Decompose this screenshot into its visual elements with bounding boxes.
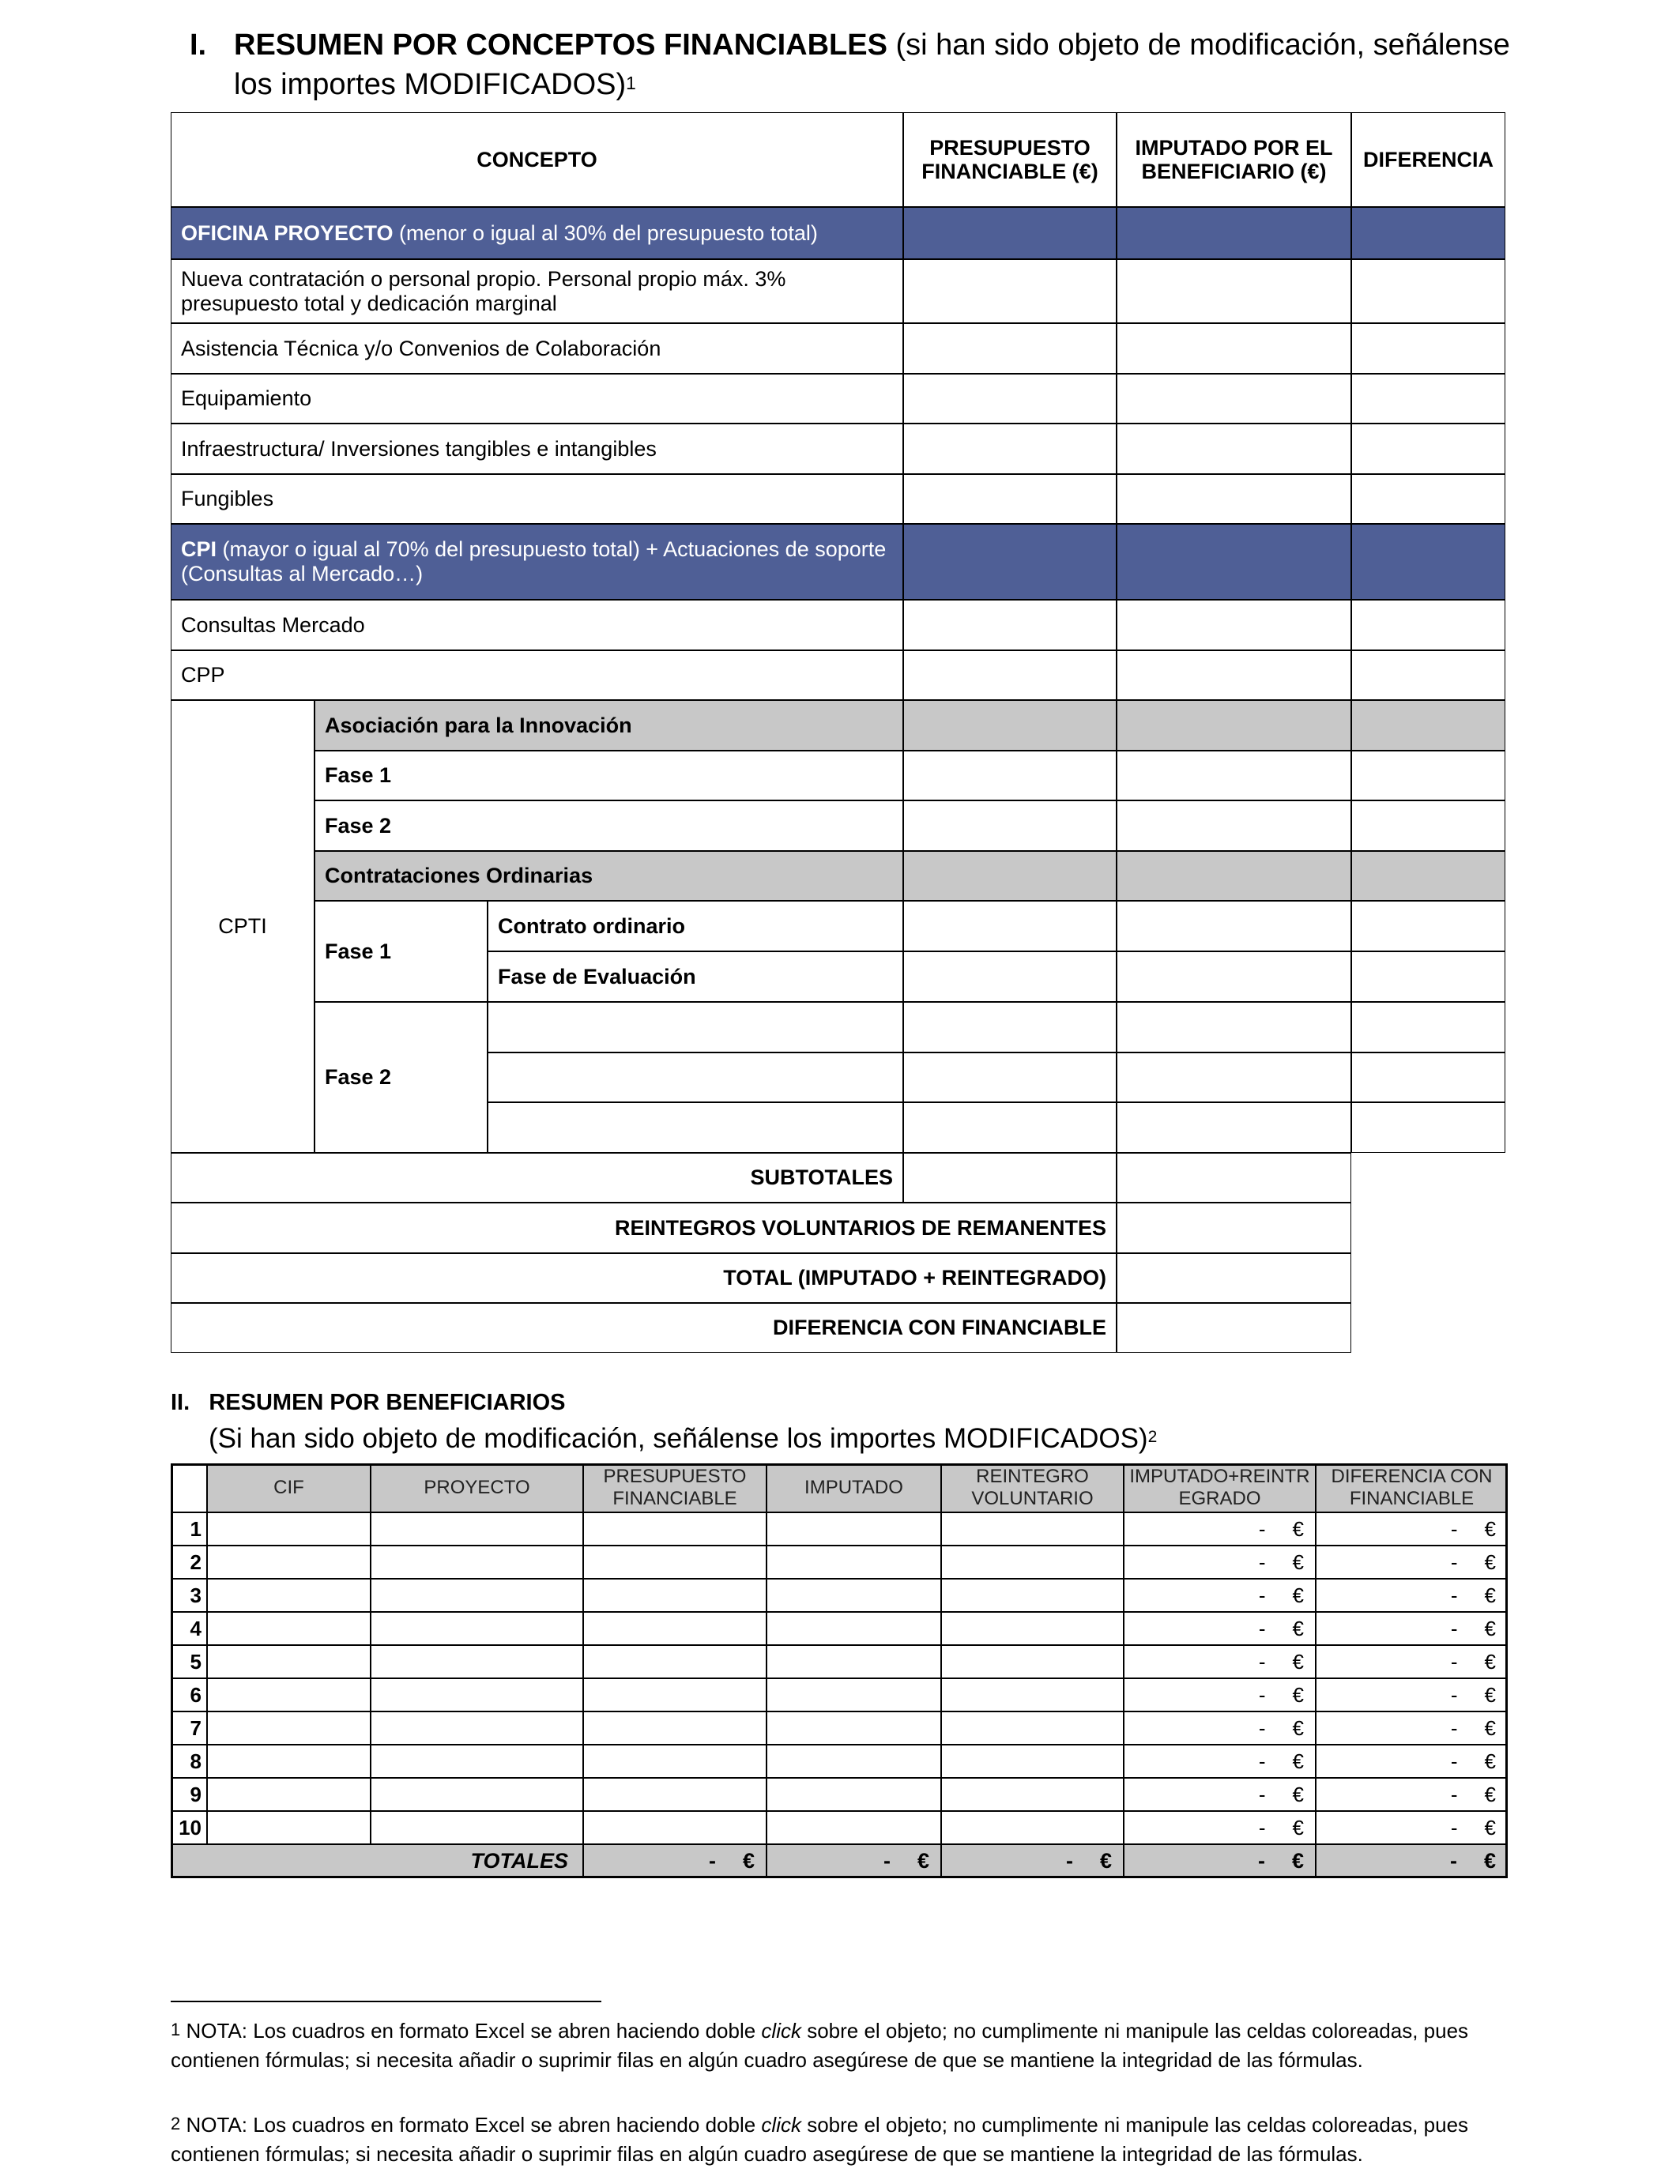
- cell-presupuesto[interactable]: [903, 600, 1117, 650]
- row-label: Fungibles: [171, 474, 903, 524]
- dash: -: [708, 1849, 716, 1873]
- cell-reintegro[interactable]: [941, 1678, 1124, 1711]
- row-number: 6: [171, 1678, 207, 1711]
- dash: -: [1258, 1517, 1266, 1541]
- cell-presupuesto[interactable]: [583, 1711, 767, 1745]
- cell-cif[interactable]: [207, 1811, 371, 1844]
- cell-diferencia: [1316, 1811, 1508, 1844]
- euro-symbol: €: [1292, 1783, 1304, 1806]
- euro-symbol: €: [1099, 1849, 1112, 1873]
- cell-diferencia[interactable]: [1351, 474, 1505, 524]
- cell-presupuesto[interactable]: [583, 1811, 767, 1844]
- cell-cif[interactable]: [207, 1579, 371, 1612]
- section-2-title-text: RESUMEN POR BENEFICIARIOS: [209, 1390, 566, 1415]
- oficina-rest: (menor o igual al 30% del presupuesto total): [393, 220, 818, 245]
- footnote-2-ref: 2: [171, 2114, 181, 2133]
- cell-reintegro[interactable]: [941, 1579, 1124, 1612]
- total-imputado: [767, 1844, 941, 1878]
- dash: -: [1450, 1716, 1458, 1740]
- footnote-2: [171, 2111, 1506, 2169]
- cell-diferencia: [1316, 1579, 1508, 1612]
- row-label: Infraestructura/ Inversiones tangibles e intangibles: [171, 424, 903, 474]
- header-proyecto: PROYECTO: [371, 1463, 583, 1512]
- header-cif: CIF: [207, 1463, 371, 1512]
- cell-subconcept[interactable]: [488, 1002, 903, 1052]
- cell-cif[interactable]: [207, 1612, 371, 1645]
- cell-imputado[interactable]: [767, 1512, 941, 1546]
- dash: -: [1258, 1816, 1266, 1839]
- cell-diferencia[interactable]: [1351, 600, 1505, 650]
- header-imputado: IMPUTADO: [767, 1463, 941, 1512]
- cell-diferencia: [1316, 1778, 1508, 1811]
- euro-symbol: €: [1484, 1683, 1496, 1707]
- section-1-title-bold: RESUMEN POR CONCEPTOS FINANCIABLES: [234, 28, 887, 62]
- cell-imputado-reintegrado: [1124, 1778, 1316, 1811]
- cell-diferencia[interactable]: [1351, 424, 1505, 474]
- cell-imputado-reintegrado: [1124, 1546, 1316, 1579]
- cell-presupuesto[interactable]: [903, 323, 1117, 374]
- cell-proyecto[interactable]: [371, 1711, 583, 1745]
- row-label: Asistencia Técnica y/o Convenios de Colaboración: [171, 323, 903, 374]
- header-diferencia: DIFERENCIA CON FINANCIABLE: [1316, 1463, 1508, 1512]
- dash: -: [1450, 1749, 1458, 1773]
- dash: -: [1065, 1849, 1073, 1873]
- cell-presupuesto[interactable]: [903, 650, 1117, 700]
- cell-proyecto[interactable]: [371, 1745, 583, 1778]
- cell-presupuesto[interactable]: [903, 800, 1117, 851]
- total-diferencia: [1316, 1844, 1508, 1878]
- euro-symbol: €: [1484, 1716, 1496, 1740]
- asociacion-fase2: Fase 2: [315, 800, 903, 851]
- cell-imputado[interactable]: [1117, 751, 1351, 800]
- cell-imputado[interactable]: [767, 1645, 941, 1678]
- footnote-1-em: click: [761, 2019, 801, 2043]
- cell-proyecto[interactable]: [371, 1612, 583, 1645]
- total-imputado-reintegrado: [1124, 1844, 1316, 1878]
- cell-presupuesto[interactable]: [903, 1052, 1117, 1102]
- euro-symbol: €: [1292, 1650, 1304, 1674]
- cell-imputado[interactable]: [767, 1579, 941, 1612]
- cell-presupuesto[interactable]: [583, 1645, 767, 1678]
- beneficiarios-table: [171, 1463, 1508, 1878]
- contrato-ordinario-label: Contrato ordinario: [488, 901, 903, 951]
- dash: -: [1450, 1783, 1458, 1806]
- cell-presupuesto[interactable]: [583, 1579, 767, 1612]
- dash: -: [1258, 1650, 1266, 1674]
- reintegros-label: REINTEGROS VOLUNTARIOS DE REMANENTES: [171, 1203, 1117, 1253]
- row-number: 7: [171, 1711, 207, 1745]
- dash: -: [1450, 1583, 1458, 1607]
- dash: -: [1258, 1583, 1266, 1607]
- cell-imputado[interactable]: [1117, 1002, 1351, 1052]
- dash: -: [1450, 1816, 1458, 1839]
- cell-blue: [903, 207, 1117, 259]
- cell-proyecto[interactable]: [371, 1778, 583, 1811]
- row-number: 2: [171, 1546, 207, 1579]
- cell-reintegro[interactable]: [941, 1546, 1124, 1579]
- euro-symbol: €: [1292, 1617, 1304, 1640]
- cell-imputado-reintegrado: [1124, 1745, 1316, 1778]
- cell-diferencia-financiable[interactable]: [1117, 1303, 1351, 1353]
- cell-grey: [1351, 851, 1505, 901]
- euro-symbol: €: [1484, 1816, 1496, 1839]
- cell-presupuesto[interactable]: [583, 1745, 767, 1778]
- cell-proyecto[interactable]: [371, 1512, 583, 1546]
- euro-symbol: €: [1292, 1716, 1304, 1740]
- cell-subconcept[interactable]: [488, 1102, 903, 1153]
- cell-reintegro[interactable]: [941, 1778, 1124, 1811]
- header-concepto: CONCEPTO: [171, 112, 903, 207]
- euro-symbol: €: [1484, 1550, 1496, 1574]
- dash: -: [1449, 1849, 1457, 1873]
- cell-imputado[interactable]: [767, 1711, 941, 1745]
- cell-total[interactable]: [1117, 1253, 1351, 1303]
- section-2-subtitle: [209, 1423, 1157, 1455]
- header-imputado: IMPUTADO POR EL BENEFICIARIO (€): [1117, 112, 1351, 207]
- cell-cif[interactable]: [207, 1778, 371, 1811]
- fase-evaluacion-label: Fase de Evaluación: [488, 951, 903, 1002]
- cell-diferencia[interactable]: [1351, 800, 1505, 851]
- cell-proyecto[interactable]: [371, 1678, 583, 1711]
- total-label: TOTAL (IMPUTADO + REINTEGRADO): [171, 1253, 1117, 1303]
- cell-subtotal-presupuesto[interactable]: [903, 1153, 1117, 1203]
- row-number: 1: [171, 1512, 207, 1546]
- cell-reintegro[interactable]: [941, 1512, 1124, 1546]
- cell-presupuesto[interactable]: [583, 1546, 767, 1579]
- cell-reintegro[interactable]: [941, 1745, 1124, 1778]
- cell-presupuesto[interactable]: [903, 751, 1117, 800]
- cell-imputado[interactable]: [1117, 650, 1351, 700]
- cell-reintegro[interactable]: [941, 1612, 1124, 1645]
- total-presupuesto: [583, 1844, 767, 1878]
- dash: -: [1258, 1550, 1266, 1574]
- cell-imputado[interactable]: [1117, 1102, 1351, 1153]
- dash: -: [1450, 1683, 1458, 1707]
- cell-grey: [903, 851, 1117, 901]
- row-number: 3: [171, 1579, 207, 1612]
- row-label: Consultas Mercado: [171, 600, 903, 650]
- totales-label: TOTALES: [171, 1844, 583, 1878]
- section-2-heading: [171, 1388, 1158, 1454]
- euro-symbol: €: [1292, 1683, 1304, 1707]
- cell-imputado[interactable]: [1117, 474, 1351, 524]
- cell-reintegro[interactable]: [941, 1811, 1124, 1844]
- cell-cif[interactable]: [207, 1678, 371, 1711]
- cell-presupuesto[interactable]: [903, 1102, 1117, 1153]
- cell-presupuesto[interactable]: [583, 1612, 767, 1645]
- cell-blue: [1117, 524, 1351, 600]
- header-presupuesto: PRESUPUESTO FINANCIABLE (€): [903, 112, 1117, 207]
- cpi-rest: (mayor o igual al 70% del presupuesto total) + Actuaciones de soporte (Consultas al Mercado…): [181, 537, 887, 586]
- cell-diferencia[interactable]: [1351, 751, 1505, 800]
- cell-imputado[interactable]: [767, 1745, 941, 1778]
- cell-presupuesto[interactable]: [903, 374, 1117, 424]
- section-1-number: I.: [190, 28, 207, 62]
- header-reintegro: REINTEGRO VOLUNTARIO: [941, 1463, 1124, 1512]
- cell-proyecto[interactable]: [371, 1579, 583, 1612]
- cell-imputado-reintegrado: [1124, 1612, 1316, 1645]
- oficina-bold: OFICINA PROYECTO: [181, 220, 394, 245]
- cell-imputado[interactable]: [1117, 1052, 1351, 1102]
- cell-cif[interactable]: [207, 1546, 371, 1579]
- cell-imputado[interactable]: [767, 1811, 941, 1844]
- row-label: CPP: [171, 650, 903, 700]
- header-presupuesto: PRESUPUESTO FINANCIABLE: [583, 1463, 767, 1512]
- cell-imputado[interactable]: [1117, 374, 1351, 424]
- cell-diferencia[interactable]: [1351, 650, 1505, 700]
- euro-symbol: €: [917, 1849, 929, 1873]
- cell-diferencia: [1316, 1546, 1508, 1579]
- cell-proyecto[interactable]: [371, 1546, 583, 1579]
- cell-presupuesto[interactable]: [583, 1678, 767, 1711]
- row-number: 10: [171, 1811, 207, 1844]
- cell-diferencia: [1316, 1612, 1508, 1645]
- euro-symbol: €: [1483, 1849, 1496, 1873]
- euro-symbol: €: [1292, 1550, 1304, 1574]
- cell-proyecto[interactable]: [371, 1811, 583, 1844]
- cell-blue: [1117, 207, 1351, 259]
- footnote-ref-2: 2: [1147, 1428, 1158, 1446]
- row-label: Equipamiento: [171, 374, 903, 424]
- euro-symbol: €: [742, 1849, 755, 1873]
- section-band-oficina: [171, 207, 903, 259]
- cell-cif[interactable]: [207, 1745, 371, 1778]
- cell-grey: [1351, 700, 1505, 751]
- cell-imputado[interactable]: [767, 1678, 941, 1711]
- euro-symbol: €: [1484, 1749, 1496, 1773]
- header-imputado-reintegrado: IMPUTADO+REINTREGRADO: [1124, 1463, 1316, 1512]
- section-1-title: [234, 25, 1546, 104]
- cell-diferencia: [1316, 1512, 1508, 1546]
- asociacion-label: Asociación para la Innovación: [315, 700, 903, 751]
- cell-imputado-reintegrado: [1124, 1711, 1316, 1745]
- cell-grey: [1117, 851, 1351, 901]
- euro-symbol: €: [1484, 1617, 1496, 1640]
- dash: -: [1450, 1617, 1458, 1640]
- cell-diferencia[interactable]: [1351, 951, 1505, 1002]
- row-label: Nueva contratación o personal propio. Personal propio máx. 3% presupuesto total y dedicación marginal: [171, 259, 903, 323]
- cell-imputado[interactable]: [767, 1612, 941, 1645]
- total-reintegro: [941, 1844, 1124, 1878]
- asociacion-fase1: Fase 1: [315, 751, 903, 800]
- cell-grey: [1117, 700, 1351, 751]
- cell-imputado-reintegrado: [1124, 1579, 1316, 1612]
- cpti-label: CPTI: [171, 700, 315, 1153]
- row-number: 5: [171, 1645, 207, 1678]
- row-number: 9: [171, 1778, 207, 1811]
- section-1-title-rest: (si han sido objeto de modificación, señálense los importes MODIFICADOS): [234, 28, 1510, 101]
- footnote-separator: [171, 2001, 601, 2002]
- footnote-ref-1: 1: [626, 73, 636, 93]
- dash: -: [883, 1849, 891, 1873]
- cell-subconcept[interactable]: [488, 1052, 903, 1102]
- euro-symbol: €: [1292, 1517, 1304, 1541]
- cell-presupuesto[interactable]: [583, 1512, 767, 1546]
- footnote-2-text-a: NOTA: Los cuadros en formato Excel se abren haciendo doble: [186, 2113, 762, 2137]
- cell-diferencia[interactable]: [1351, 259, 1505, 323]
- cell-proyecto[interactable]: [371, 1645, 583, 1678]
- cell-imputado[interactable]: [1117, 901, 1351, 951]
- cell-imputado-reintegrado: [1124, 1512, 1316, 1546]
- section-2-number: II.: [171, 1390, 190, 1415]
- euro-symbol: €: [1292, 1816, 1304, 1839]
- euro-symbol: €: [1291, 1849, 1304, 1873]
- cell-diferencia[interactable]: [1351, 1102, 1505, 1153]
- section-2-title: [171, 1388, 566, 1417]
- contrataciones-label: Contrataciones Ordinarias: [315, 851, 903, 901]
- dash: -: [1450, 1650, 1458, 1674]
- cell-imputado[interactable]: [1117, 424, 1351, 474]
- cell-presupuesto[interactable]: [903, 259, 1117, 323]
- cell-imputado[interactable]: [1117, 951, 1351, 1002]
- co-fase2-label: Fase 2: [315, 1002, 488, 1153]
- cell-imputado[interactable]: [767, 1778, 941, 1811]
- footnote-1-text-a: NOTA: Los cuadros en formato Excel se abren haciendo doble: [186, 2019, 762, 2043]
- cell-presupuesto[interactable]: [583, 1778, 767, 1811]
- euro-symbol: €: [1292, 1583, 1304, 1607]
- cell-diferencia: [1316, 1711, 1508, 1745]
- cell-presupuesto[interactable]: [903, 951, 1117, 1002]
- euro-symbol: €: [1484, 1650, 1496, 1674]
- cell-reintegro[interactable]: [941, 1711, 1124, 1745]
- row-number: 8: [171, 1745, 207, 1778]
- cell-imputado-reintegrado: [1124, 1811, 1316, 1844]
- section-band-cpi: [171, 524, 903, 600]
- cell-diferencia: [1316, 1745, 1508, 1778]
- dash: -: [1258, 1749, 1266, 1773]
- cell-blue: [903, 524, 1117, 600]
- euro-symbol: €: [1484, 1517, 1496, 1541]
- cell-diferencia: [1316, 1678, 1508, 1711]
- euro-symbol: €: [1292, 1749, 1304, 1773]
- cell-reintegro[interactable]: [941, 1645, 1124, 1678]
- cell-diferencia[interactable]: [1351, 323, 1505, 374]
- cell-presupuesto[interactable]: [903, 474, 1117, 524]
- dash: -: [1450, 1550, 1458, 1574]
- footnote-2-em: click: [761, 2113, 801, 2137]
- cell-blue: [1351, 524, 1505, 600]
- dash: -: [1258, 1783, 1266, 1806]
- dash: -: [1257, 1849, 1265, 1873]
- cell-diferencia[interactable]: [1351, 901, 1505, 951]
- cell-cif[interactable]: [207, 1512, 371, 1546]
- footnote-1-text-b: sobre el objeto; no cumplimente ni manipule las celdas coloreadas, pues contienen fórmulas; si necesita añadir o suprimir filas en algún cuadro asegúrese de que se mantiene la integridad de las fórmulas.: [171, 2019, 1469, 2072]
- conceptos-table: [171, 112, 1505, 1353]
- dash: -: [1258, 1617, 1266, 1640]
- cell-reintegros[interactable]: [1117, 1203, 1351, 1253]
- cell-blue: [1351, 207, 1505, 259]
- euro-symbol: €: [1484, 1583, 1496, 1607]
- cell-imputado[interactable]: [767, 1546, 941, 1579]
- cell-imputado[interactable]: [1117, 323, 1351, 374]
- header-index: [171, 1463, 207, 1512]
- header-diferencia: DIFERENCIA: [1351, 112, 1505, 207]
- cell-imputado[interactable]: [1117, 800, 1351, 851]
- cell-diferencia[interactable]: [1351, 374, 1505, 424]
- cell-cif[interactable]: [207, 1711, 371, 1745]
- row-number: 4: [171, 1612, 207, 1645]
- cpi-bold: CPI: [181, 537, 217, 561]
- cell-grey: [903, 700, 1117, 751]
- cell-presupuesto[interactable]: [903, 901, 1117, 951]
- cell-presupuesto[interactable]: [903, 1002, 1117, 1052]
- cell-diferencia[interactable]: [1351, 1002, 1505, 1052]
- footnote-1: [171, 2016, 1506, 2075]
- section-2-subtitle-text: (Si han sido objeto de modificación, señálense los importes MODIFICADOS): [209, 1423, 1148, 1454]
- cell-imputado-reintegrado: [1124, 1645, 1316, 1678]
- footnote-1-ref: 1: [171, 2020, 181, 2039]
- footnote-2-text-b: sobre el objeto; no cumplimente ni manipule las celdas coloreadas, pues contienen fórmulas; si necesita añadir o suprimir filas en algún cuadro asegúrese de que se mantiene la integridad de las fórmulas.: [171, 2113, 1469, 2166]
- cell-presupuesto[interactable]: [903, 424, 1117, 474]
- euro-symbol: €: [1484, 1783, 1496, 1806]
- cell-diferencia: [1316, 1645, 1508, 1678]
- cell-cif[interactable]: [207, 1645, 371, 1678]
- cell-imputado[interactable]: [1117, 259, 1351, 323]
- cell-subtotal-imputado[interactable]: [1117, 1153, 1351, 1203]
- dash: -: [1258, 1716, 1266, 1740]
- co-fase1-label: Fase 1: [315, 901, 488, 1002]
- cell-diferencia[interactable]: [1351, 1052, 1505, 1102]
- subtotales-label: SUBTOTALES: [171, 1153, 903, 1203]
- cell-imputado-reintegrado: [1124, 1678, 1316, 1711]
- cell-imputado[interactable]: [1117, 600, 1351, 650]
- diferencia-financiable-label: DIFERENCIA CON FINANCIABLE: [171, 1303, 1117, 1353]
- dash: -: [1258, 1683, 1266, 1707]
- dash: -: [1450, 1517, 1458, 1541]
